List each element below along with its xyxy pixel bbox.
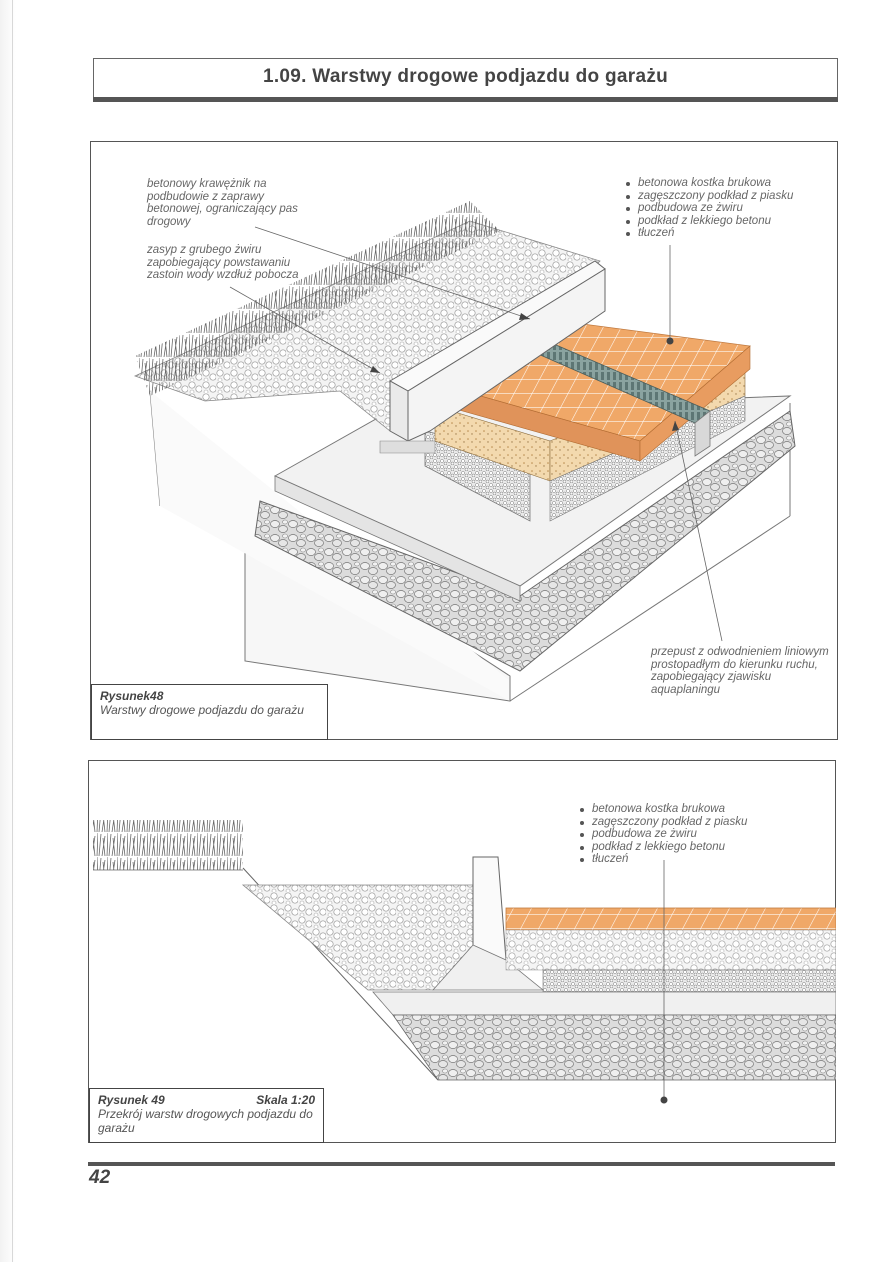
page-title: 1.09. Warstwy drogowe podjazdu do garażu [262,66,669,87]
caption-fig48 [91,684,328,740]
list-item: tłuczeń [578,853,778,866]
caption-fig49 [89,1088,324,1143]
caption-number: Rysunek48 [100,689,164,703]
caption-scale: Skala 1:20 [256,1093,315,1107]
list-item: podkład z lekkiego betonu [624,215,824,228]
page-number: 42 [89,1167,111,1188]
list-item: podbudowa ze żwiru [578,828,778,841]
footer-rule [88,1162,835,1166]
title-underline [93,97,838,102]
list-item: betonowa kostka brukowa [624,177,824,190]
caption-number: Rysunek 49 [98,1093,165,1107]
list-item: zagęszczony podkład z piasku [578,816,778,829]
layer-list-fig49 [578,803,778,866]
layer-list-fig48 [624,177,824,240]
label-gravel-backfill: zasyp z grubego żwiru zapobiegający powstawaniu zastoin wody wzdłuż pobocza [147,244,299,281]
caption-text: Warstwy drogowe podjazdu do garażu [100,703,304,717]
list-item: betonowa kostka brukowa [578,803,778,816]
list-item: tłuczeń [624,227,824,240]
list-item: podkład z lekkiego betonu [578,841,778,854]
scan-line [12,0,13,1262]
list-item: zagęszczony podkład z piasku [624,190,824,203]
label-drain-culvert: przepust z odwodnieniem liniowym prostopadłym do kierunku ruchu, zapobiegający zjawisku aquaplaningu [651,646,829,696]
list-item: podbudowa ze żwiru [624,202,824,215]
label-curb: betonowy krawężnik na podbudowie z zaprawy betonowej, ograniczający pas drogowy [147,178,298,228]
scan-edge [0,0,16,1262]
caption-text: Przekrój warstw drogowych podjazdu do garażu [98,1107,313,1135]
